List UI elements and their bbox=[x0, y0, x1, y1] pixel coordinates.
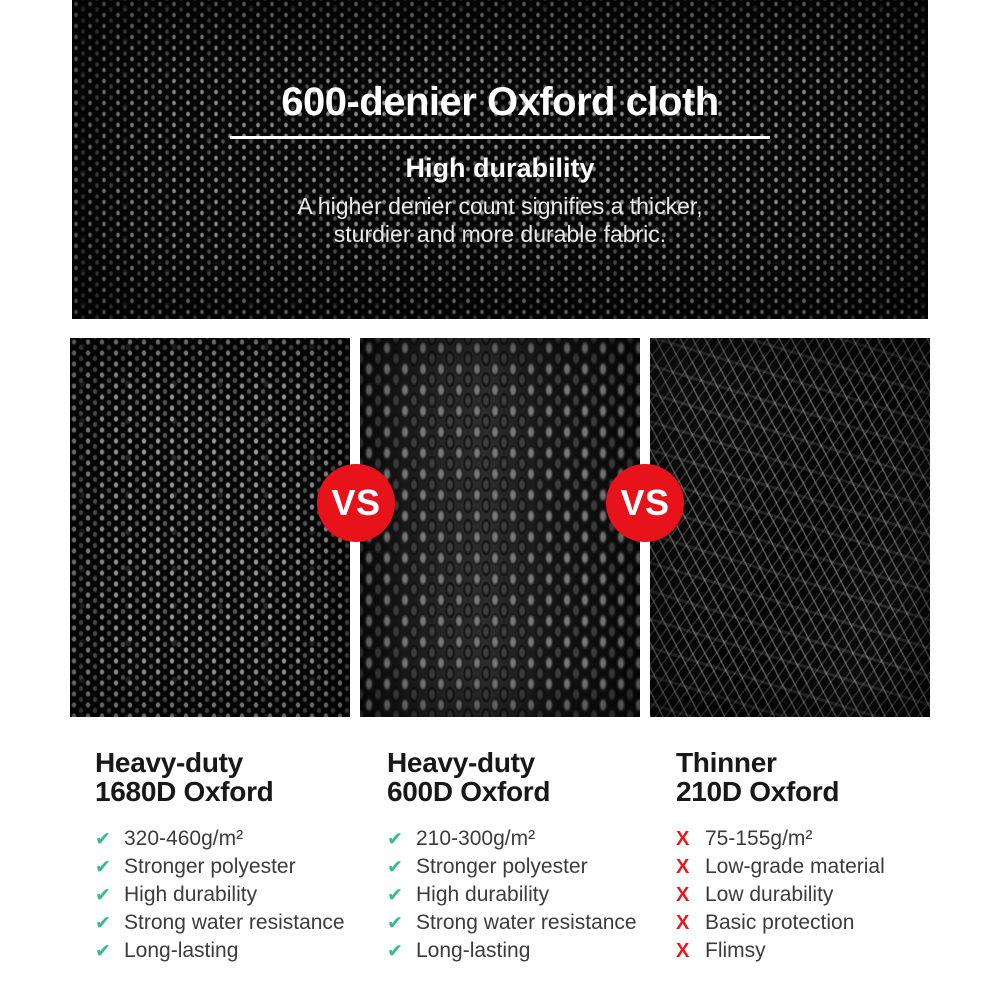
vs-label: VS bbox=[620, 482, 670, 523]
fabric-swatch-row bbox=[70, 338, 930, 717]
cross-icon: X bbox=[676, 828, 690, 850]
fabric-swatch-1680d-oxford bbox=[70, 338, 350, 717]
check-icon: ✔ bbox=[387, 941, 403, 962]
feature-item bbox=[95, 855, 370, 883]
feature-item bbox=[387, 855, 662, 883]
column-heading-line1: Heavy-duty bbox=[387, 747, 535, 778]
column-heading-line1: Heavy-duty bbox=[95, 747, 243, 778]
feature-item bbox=[95, 883, 370, 911]
header-banner bbox=[72, 0, 928, 319]
feature-item bbox=[387, 883, 662, 911]
feature-label: Stronger polyester bbox=[416, 855, 588, 878]
check-icon: ✔ bbox=[387, 857, 403, 878]
column-heading bbox=[95, 748, 370, 806]
feature-label: Strong water resistance bbox=[416, 911, 637, 934]
comparison-column-600d bbox=[387, 748, 662, 967]
feature-label: Stronger polyester bbox=[124, 855, 296, 878]
feature-label: 210-300g/m² bbox=[416, 827, 536, 850]
feature-item bbox=[676, 827, 951, 855]
check-icon: ✔ bbox=[95, 941, 111, 962]
column-heading bbox=[387, 748, 662, 806]
vs-label: VS bbox=[331, 482, 381, 523]
feature-list bbox=[676, 827, 951, 967]
banner-subtitle: High durability bbox=[405, 153, 595, 183]
feature-label: Basic protection bbox=[705, 911, 855, 934]
feature-item bbox=[95, 911, 370, 939]
fabric-swatch-600d-oxford bbox=[360, 338, 640, 717]
page-title: 600-denier Oxford cloth bbox=[281, 80, 719, 124]
feature-label: 320-460g/m² bbox=[124, 827, 244, 850]
check-icon: ✔ bbox=[95, 885, 111, 906]
cross-icon: X bbox=[676, 912, 690, 934]
feature-item bbox=[676, 855, 951, 883]
feature-item bbox=[387, 827, 662, 855]
fabric-swatch-210d-oxford bbox=[650, 338, 930, 717]
feature-list bbox=[387, 827, 662, 967]
column-heading-line2: 600D Oxford bbox=[387, 776, 551, 807]
column-heading-line2: 210D Oxford bbox=[676, 776, 840, 807]
feature-label: High durability bbox=[124, 883, 258, 906]
feature-list bbox=[95, 827, 370, 967]
feature-item bbox=[676, 883, 951, 911]
feature-label: Long-lasting bbox=[124, 939, 239, 962]
column-heading bbox=[676, 748, 951, 806]
feature-label: Strong water resistance bbox=[124, 911, 345, 934]
check-icon: ✔ bbox=[387, 829, 403, 850]
check-icon: ✔ bbox=[95, 913, 111, 934]
feature-label: Long-lasting bbox=[416, 939, 531, 962]
feature-label: Flimsy bbox=[705, 939, 766, 962]
column-heading-line1: Thinner bbox=[676, 747, 777, 778]
feature-label: Low durability bbox=[705, 883, 834, 906]
column-heading-line2: 1680D Oxford bbox=[95, 776, 274, 807]
check-icon: ✔ bbox=[387, 913, 403, 934]
cross-icon: X bbox=[676, 856, 690, 878]
feature-item bbox=[676, 939, 951, 967]
check-icon: ✔ bbox=[387, 885, 403, 906]
feature-label: High durability bbox=[416, 883, 550, 906]
feature-item bbox=[387, 911, 662, 939]
feature-item bbox=[95, 939, 370, 967]
banner-description-line1: A higher denier count signifies a thicker, bbox=[297, 193, 703, 219]
feature-label: Low-grade material bbox=[705, 855, 885, 878]
title-underline bbox=[230, 136, 770, 139]
vs-badge-right bbox=[606, 464, 684, 542]
cross-icon: X bbox=[676, 884, 690, 906]
feature-item bbox=[387, 939, 662, 967]
vs-badge-left bbox=[317, 464, 395, 542]
feature-item bbox=[95, 827, 370, 855]
cross-icon: X bbox=[676, 940, 690, 962]
feature-label: 75-155g/m² bbox=[705, 827, 813, 850]
banner-description-line2: sturdier and more durable fabric. bbox=[333, 221, 667, 247]
check-icon: ✔ bbox=[95, 829, 111, 850]
comparison-column-1680d bbox=[95, 748, 370, 967]
feature-item bbox=[676, 911, 951, 939]
comparison-column-210d bbox=[676, 748, 951, 967]
check-icon: ✔ bbox=[95, 857, 111, 878]
